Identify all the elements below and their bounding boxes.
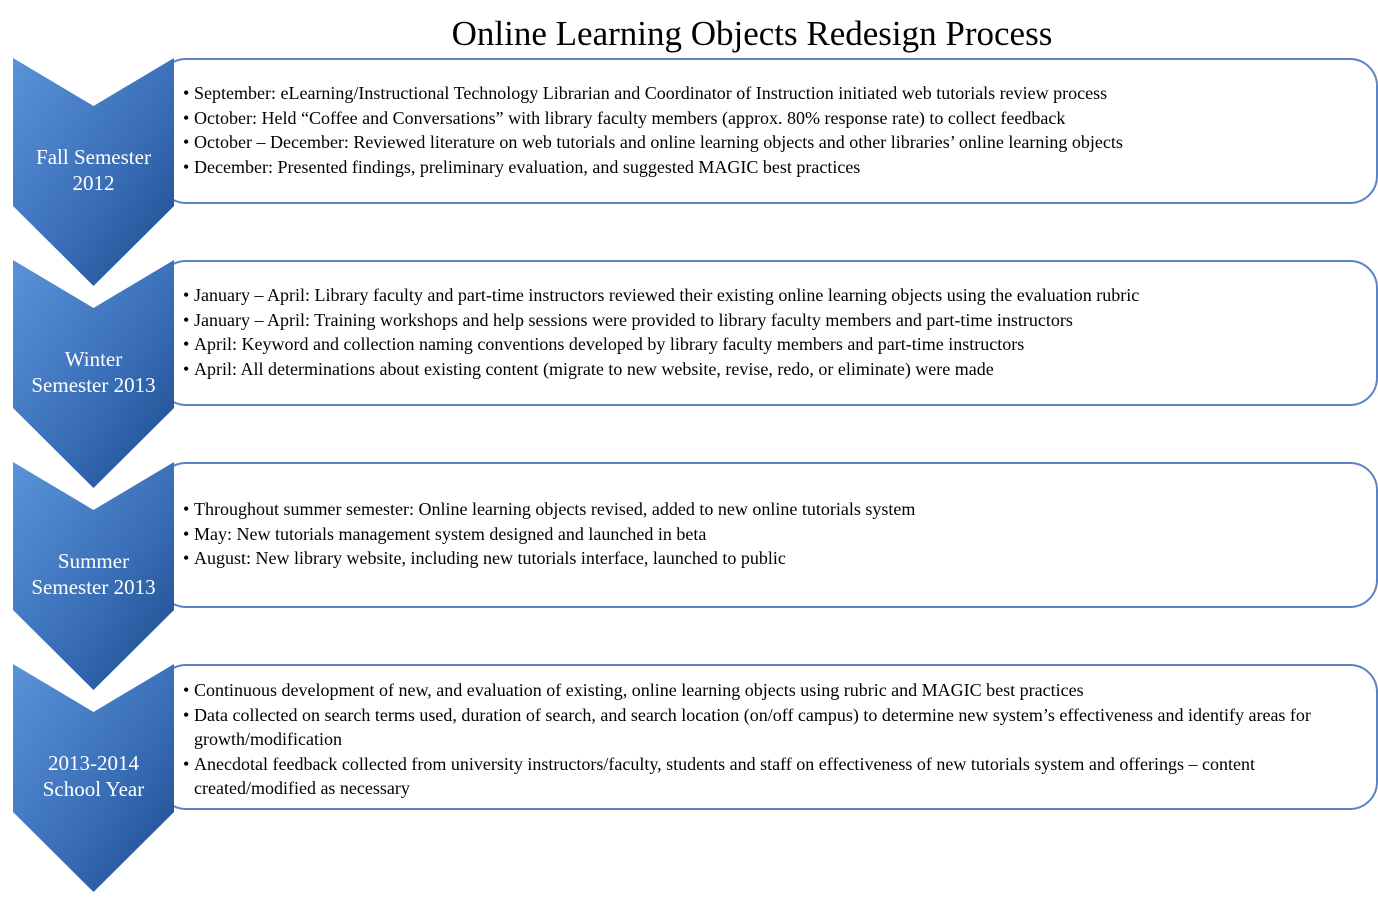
list-item: • April: All determinations about existing content (migrate to new website, revise, redo, or eliminate) were made [183,357,1368,382]
stage-label-line2: Semester 2013 [31,575,156,599]
stage-label-line2: School Year [42,777,145,801]
stage-label [13,750,174,802]
stage-label-line1: Summer [57,549,130,573]
stage-label-line2: 2012 [72,171,115,195]
stage-label [13,346,174,398]
list-item: • August: New library website, including new tutorials interface, launched to public [183,546,1368,571]
list-item: • October – December: Reviewed literature on web tutorials and online learning objects and other libraries’ online learning objects [183,130,1368,155]
list-item: • October: Held “Coffee and Conversations” with library faculty members (approx. 80% response rate) to collect feedback [183,106,1368,131]
stage-item-list [183,497,1368,571]
stage-label-line2: Semester 2013 [31,373,156,397]
list-item: • April: Keyword and collection naming conventions developed by library faculty members and part-time instructors [183,332,1368,357]
list-item: • September: eLearning/Instructional Technology Librarian and Coordinator of Instruction initiated web tutorials review process [183,81,1368,106]
list-item: • January – April: Library faculty and part-time instructors reviewed their existing online learning objects using the evaluation rubric [183,283,1368,308]
list-item: • January – April: Training workshops and help sessions were provided to library faculty members and part-time instructors [183,308,1368,333]
list-item: • May: New tutorials management system designed and launched in beta [183,522,1368,547]
diagram-title: Online Learning Objects Redesign Process [451,14,1053,53]
stage-label [13,144,174,196]
stage-label-line1: Fall Semester [36,145,151,169]
stage-item-list [183,81,1368,179]
list-item: • December: Presented findings, preliminary evaluation, and suggested MAGIC best practices [183,155,1368,180]
list-item: • Throughout summer semester: Online learning objects revised, added to new online tutorials system [183,497,1368,522]
list-item: • Continuous development of new, and evaluation of existing, online learning objects using rubric and MAGIC best practices [183,678,1368,703]
stage-item-list [183,678,1368,801]
stage-label [13,548,174,600]
stage-item-list [183,283,1368,381]
list-item: • Data collected on search terms used, duration of search, and search location (on/off campus) to determine new system’s effectiveness and identify areas for growth/modification [183,703,1368,752]
list-item: • Anecdotal feedback collected from university instructors/faculty, students and staff on effectiveness of new tutorials system and offerings – content created/modified as necessary [183,752,1368,801]
stage-label-line1: 2013-2014 [48,751,139,775]
stage-label-line1: Winter [64,347,123,371]
